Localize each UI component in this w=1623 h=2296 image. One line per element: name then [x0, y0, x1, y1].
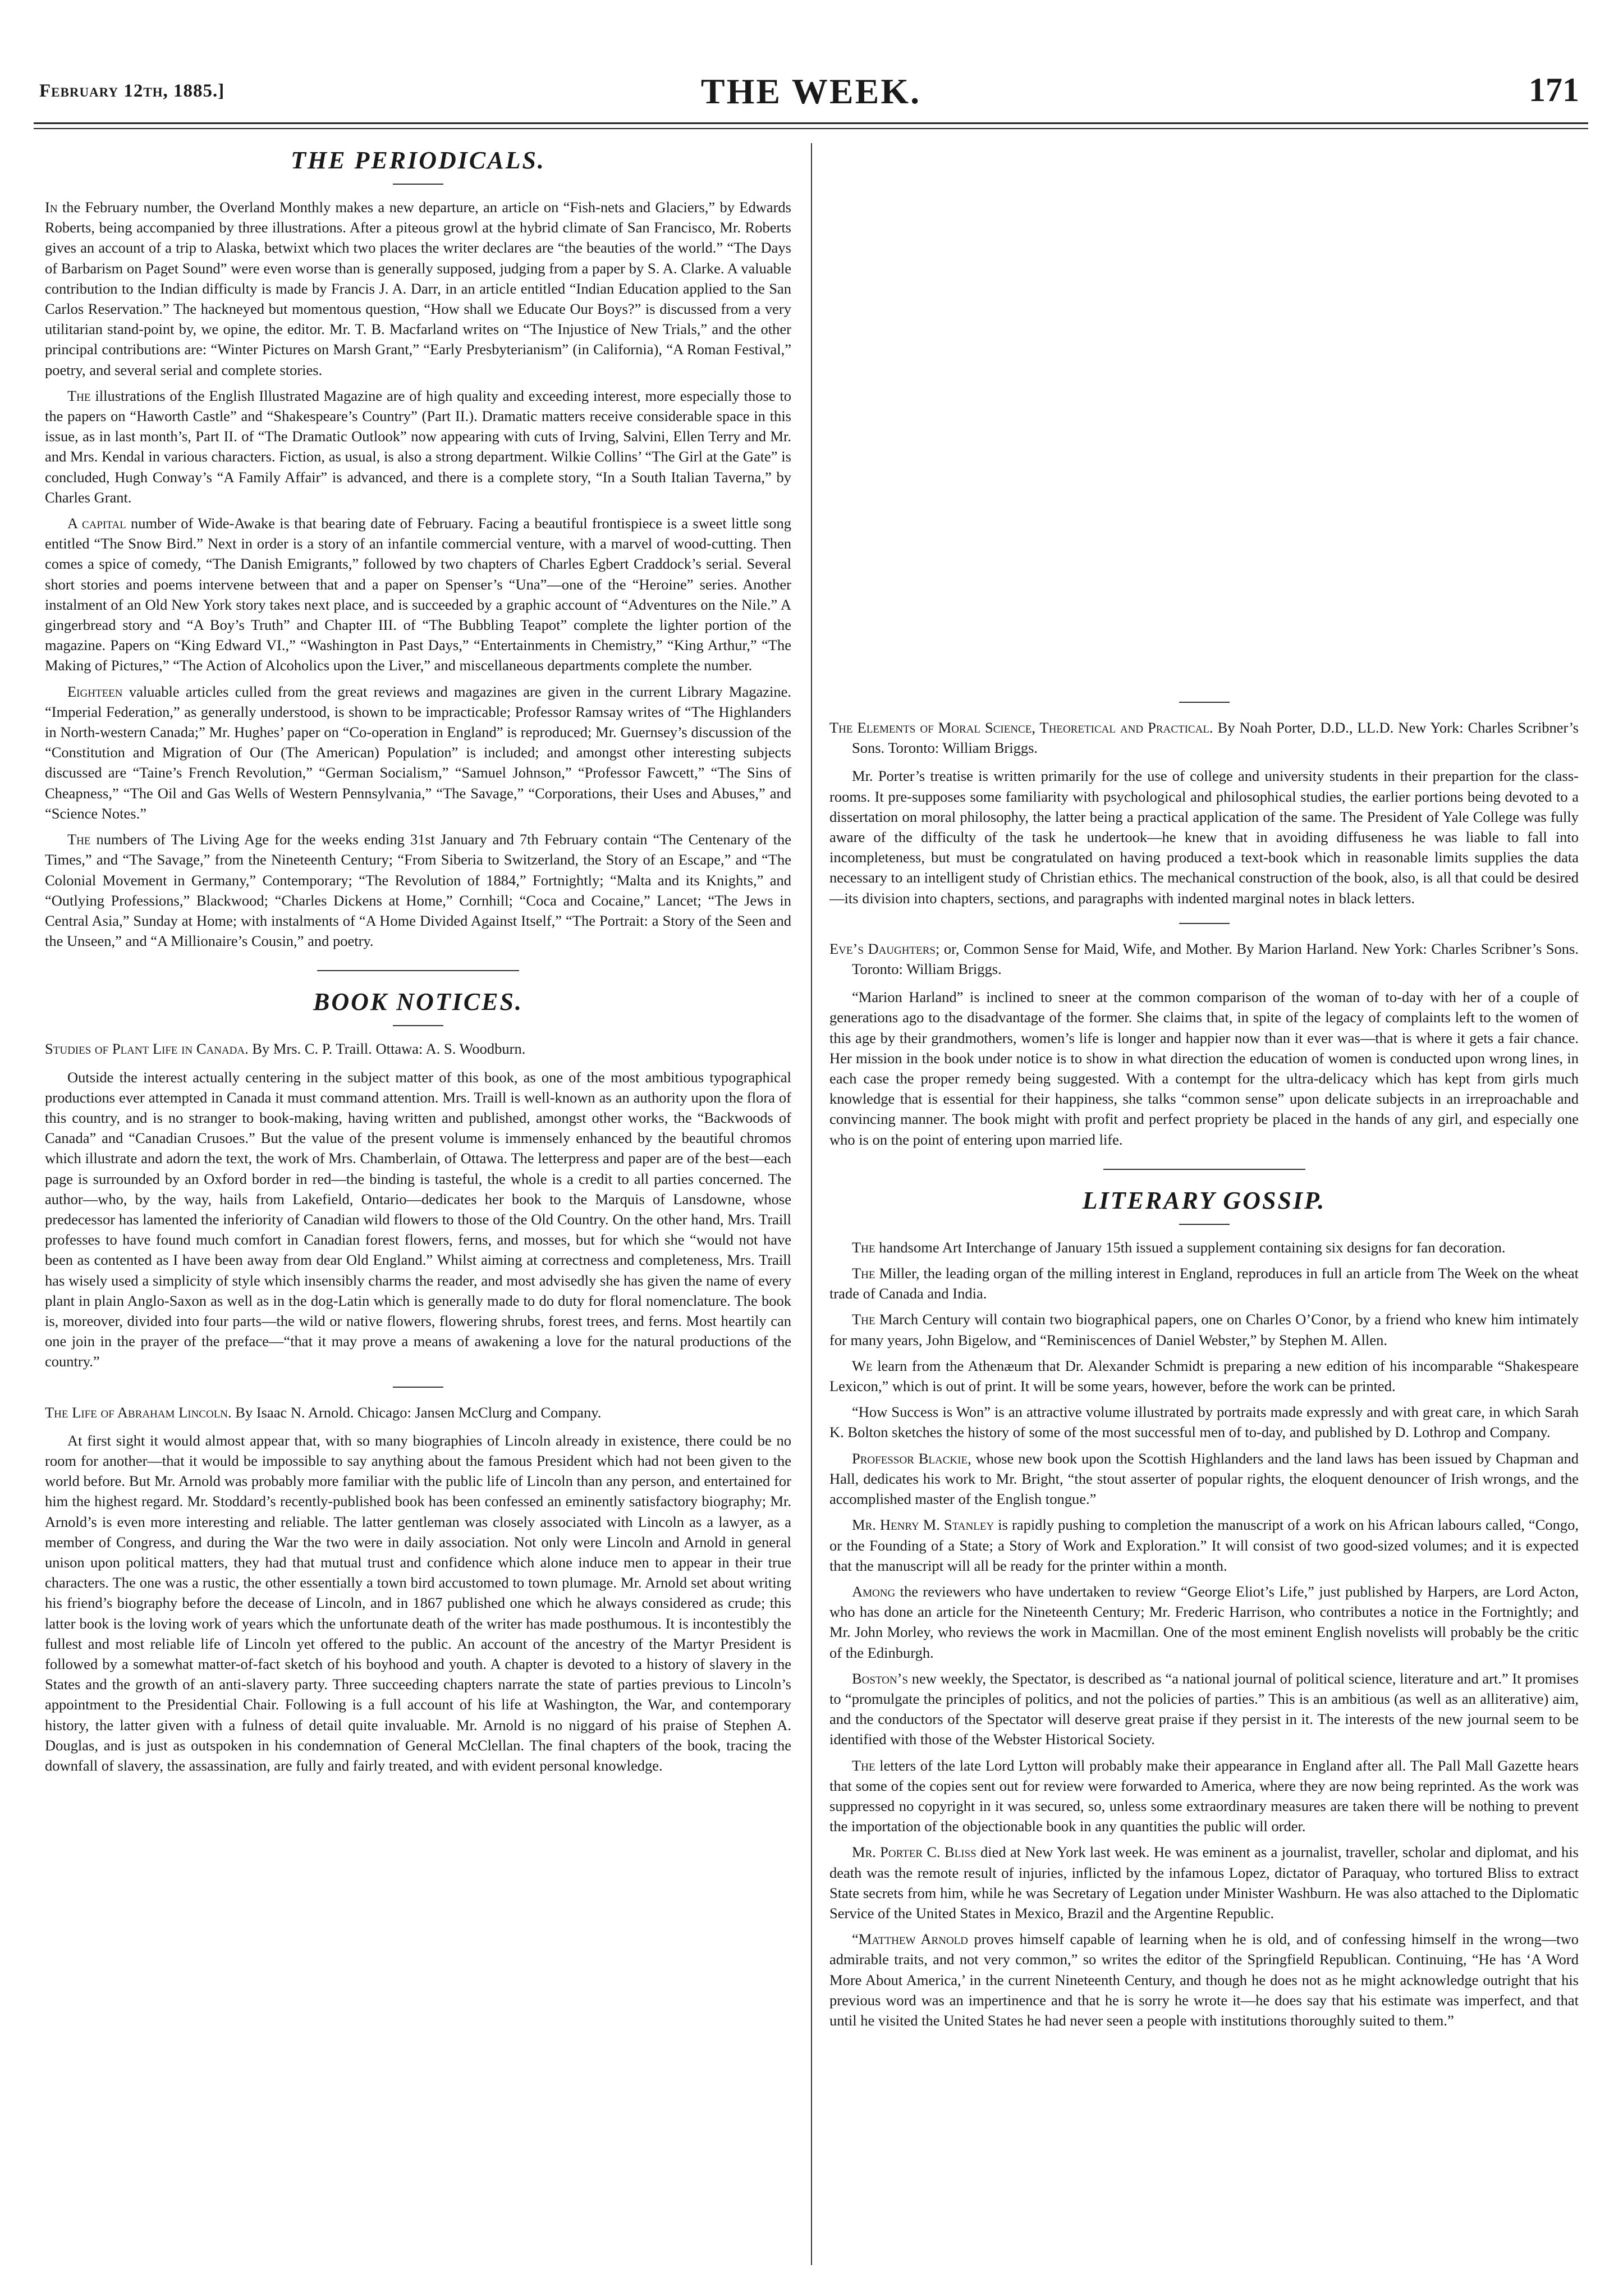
periodical-paragraph: The numbers of The Living Age for the weeks ending 31st January and 7th February contain “The Centenary of the Times,” and “The Savage,” from the Nineteenth Century; “From Siberia to Switzerland, the Story of an Escape,” and “The Colonial Movement in Germany,” Contemporary; “The Revolution of 1884,” Fortnightly; “Malta and its Knights,” and “Outlying Professions,” Blackwood; “Charles Dickens at Home,” Cornhill; “Coca and Cocaine,” Lancet; “The Jews in Central Asia,” Sunday at Home; with instalments of “A Home Divided Against Itself,” “The Portrait: a Story of the Seen and the Unseen,” and “A Millionaire’s Cousin,” and poetry.: [45, 831, 791, 950]
book-notice-body: Mr. Porter’s treatise is written primarily for the use of college and university students in their prepartion for the class-rooms. It pre-supposes some familiarity with psychological and philosophical studies, the earlier portions being devoted to a dissertation on moral philosophy, the latter being a practical application of the same. The President of Yale College was fully aware of the difficulty of the task he undertook—he knew that in avoiding diffuseness he was liable to fall into incompleteness, but must be congratulated on having produced a text-book which in reasonable limits supplies the data necessary to an intelligent study of Christian ethics. The mechanical construction of the book, also, is all that could be desired—its division into chapters, sections, and paragraphs with indented marginal notes in black letters.: [829, 767, 1579, 907]
right-column: [829, 702, 1579, 2036]
gossip-paragraph: The handsome Art Interchange of January 15th issued a supplement containing six designs for fan decoration.: [852, 1238, 1506, 1256]
newspaper-title: THE WEEK.: [700, 71, 921, 111]
periodical-paragraph: In the February number, the Overland Monthly makes a new departure, an article on “Fish-nets and Glaciers,” by Edwards Roberts, being accompanied by three illustrations. After a piteous growl at the hybrid climate of San Francisco, Mr. Roberts gives an account of a trip to Alaska, betwixt which two places the writer declares are “the beauties of the world.” “The Days of Barbarism on Paget Sound” were even worse than is generally supposed, judging from a paper by S. A. Clarke. A valuable contribution to the Indian difficulty is made by Francis J. A. Darr, in an article entitled “Indian Education applied to the San Carlos Reservation.” The hackneyed but momentous question, “How shall we Educate Our Boys?” is discussed from a very utilitarian stand-point by, we opine, the editor. Mr. T. B. Macfarland writes on “The Injustice of New Trials,” and the other principal contributions are: “Winter Pictures on Marsh Grant,” “Early Presbyterianism” (in California), “A Roman Festival,” poetry, and several serial and complete stories.: [45, 199, 791, 378]
masthead-rule: [34, 122, 1588, 124]
literary-gossip-heading: LITERARY GOSSIP.: [1082, 1186, 1326, 1214]
gossip-paragraph: The letters of the late Lord Lytton will probably make their appearance in England after all. The Pall Mall Gazette hears that some of the copies sent out for review were forwarded to America, where they are now being reprinted. As the work was suppressed no copyright in it was secured, so, unless some extraordinary measures are taken there will be nothing to prevent the importation of the objectionable book in any quantities the public will order.: [829, 1757, 1579, 1835]
notice-rule: [1179, 702, 1230, 703]
gossip-paragraph: Mr. Porter C. Bliss died at New York last week. He was eminent as a journalist, traveller, scholar and diplomat, and his death was the remote result of injuries, inflicted by the infamous Lopez, dictator of Paraquay, who tortured Bliss to extract State secrets from him, while he was Secretary of Legation under Minister Washburn. He was also attached to the Diplomatic Service of the United States in Mexico, Brazil and the Argentine Republic.: [829, 1844, 1579, 1922]
gossip-paragraph: Mr. Henry M. Stanley is rapidly pushing to completion the manuscript of a work on his African labours called, “Congo, or the Founding of a State; a Story of Work and Exploration.” It will consist of two good-sized volumes; and it is expected that the manuscript will all be ready for the printer within a month.: [829, 1516, 1579, 1574]
left-column: [45, 143, 791, 1781]
periodical-paragraph: The illustrations of the English Illustrated Magazine are of high quality and exceeding interest, more especially those to the papers on “Haworth Castle” and “Shakespeare’s Country” (Part II.). Dramatic matters receive considerable space in this issue, as in last month’s, Part II. of “The Dramatic Outlook” now appearing with cuts of Irving, Salvini, Ellen Terry and Mr. and Mrs. Kendal in various characters. Fiction, as usual, is also a strong department. Wilkie Collins’ “The Girl at the Gate” is concluded, Hugh Conway’s “A Family Affair” is advanced, and there is a complete story, “In a South Italian Taverna,” by Charles Grant.: [45, 387, 791, 506]
gossip-paragraph: “Matthew Arnold proves himself capable of learning when he is old, and of confessing himself in the wrong—two admirable traits, and not very common,” so writes the editor of the Springfield Republican. Continuing, “He has ‘A Word More About America,’ in the current Nineteenth Century, and though he does not as he might acknowledge outright that his previous word was an impertinence and that he is sorry he wrote it—he does say that his estimate was imperfect, and that until he visited the United States he had never seen a people with institutions thoroughly suited to them.”: [829, 1931, 1579, 2029]
periodical-paragraph: A capital number of Wide-Awake is that bearing date of February. Facing a beautiful frontispiece is a sweet little song entitled “The Snow Bird.” Next in order is a story of an infantile commercial venture, with a marvel of wood-cutting. Then comes a spice of comedy, “The Danish Emigrants,” followed by two chapters of Charles Egbert Craddock’s serial. Several short stories and poems intervene between that and a paper on Spenser’s “Una”—one of the “Heroine” series. Another instalment of an Old New York story takes next place, and is succeeded by a graphic account of “Adventures on the Nile.” A gingerbread story and “A Boy’s Truth” and Chapter III. of “The Bubbling Teapot” complete the lighter portion of the magazine. Papers on “King Edward VI.,” “Washington in Past Days,” “Entertainments in Chemistry,” “King Arthur,” “The Making of Pictures,” “The Action of Alcoholics upon the Liver,” and miscellaneous departments complete the number.: [45, 515, 791, 674]
page-number: 171: [1529, 71, 1579, 108]
book-notice-title: Studies of Plant Life in Canada. By Mrs. C. P. Traill. Ottawa: A. S. Woodburn.: [45, 1040, 526, 1058]
gossip-paragraph: Among the reviewers who have undertaken to review “George Eliot’s Life,” just published by Harpers, are Lord Acton, who has done an article for the Nineteenth Century; Mr. Frederic Harrison, who contributes a notice in the Fortnightly; and Mr. John Morley, who reviews the work in Macmillan. One of the most eminent English novelists will probably be the critic of the Edinburgh.: [829, 1582, 1579, 1661]
book-notice-title: The Elements of Moral Science, Theoretical and Practical. By Noah Porter, D.D., LL.D. New York: Charles Scribner’s Sons. Toronto: William Briggs.: [829, 719, 1579, 757]
book-notices-heading: BOOK NOTICES.: [313, 988, 523, 1016]
notice-rule: [1179, 923, 1230, 924]
book-notice-body: At first sight it would almost appear that, with so many biographies of Lincoln already in existence, there could be no room for another—that it would be impossible to say anything about the famous President which had not been given to the world before. But Mr. Arnold was probably more familiar with the public life of Lincoln than any person, and entertained for him the highest regard. Mr. Stoddard’s recently-published book has been confessed an eminently satisfactory biography; Mr. Arnold’s is even more interesting and reliable. The latter gentleman was closely associated with Lincoln as a lawyer, as a member of Congress, and during the War the two were in daily association. Not only were Lincoln and Arnold in general unison upon political matters, they had that mutual trust and confidence which alone induce men to appear in their true characters. The one was a rustic, the other essentially a town bird accustomed to town plumage. Mr. Arnold set about writing his friend’s biography before the decease of Lincoln, and in 1867 published one which he always considered as crude; this latter book is the loving work of years which the unfortunate death of the writer has made posthumous. It is incontestibly the fullest and most reliable life of Lincoln yet offered to the public. An account of the ancestry of the Martyr President is followed by a somewhat matter-of-fact sketch of his boyhood and youth. A chapter is devoted to a history of slavery in the States and the growth of an anti-slavery party. Three succeeding chapters narrate the state of parties previous to Lincoln’s appointment to the Presidential Chair. Following is a full account of his life at Washington, the War, and contemporary history, the latter given with a fulness of detail quite invaluable. Mr. Arnold is no niggard of his praise of Stephen A. Douglas, and is just as outspoken in his condemnation of General McClellan. The final chapters of the book, tracing the downfall of slavery, the assassination, are fully and fairly treated, and with evident personal knowledge.: [45, 1431, 791, 1774]
issue-date: February 12th, 1885.]: [39, 81, 225, 101]
gossip-paragraph: “How Success is Won” is an attractive volume illustrated by portraits made expressly and with great care, in which Sarah K. Bolton sketches the history of some of the most successful men of to-day, and published by D. Lothrop and Company.: [829, 1403, 1579, 1441]
gossip-paragraph: The Miller, the leading organ of the milling interest in England, reproduces in full an article from The Week on the wheat trade of Canada and India.: [829, 1265, 1579, 1302]
gossip-paragraph: We learn from the Athenæum that Dr. Alexander Schmidt is preparing a new edition of his incomparable “Shakespeare Lexicon,” which is out of print. It will be some years, however, before the work can be printed.: [829, 1357, 1579, 1395]
section-rule: [393, 1025, 443, 1026]
notice-rule: [393, 1387, 443, 1388]
periodical-paragraph: Eighteen valuable articles culled from the great reviews and magazines are given in the current Library Magazine. “Imperial Federation,” as generally understood, is shown to be impracticable; Professor Ramsay writes of “The Highlanders in North-western Canada;” Mr. Hughes’ paper on “Co-operation in England” is reproduced; Mr. Guernsey’s discussion of the “Constitution and Migration of Our (The American) Population” is included; and amongst other interesting subjects discussed are “Taine’s French Revolution,” “German Socialism,” “Samuel Johnson,” “Professor Fawcett,” “The Sins of Cheapness,” “The Oil and Gas Wells of Western Pennsylvania,” “The Savage,” “Corporations, their Uses and Abuses,” and “Science Notes.”: [45, 683, 791, 822]
section-rule: [1103, 1169, 1305, 1170]
section-rule: [1179, 1224, 1230, 1225]
section-rule: [317, 970, 519, 971]
gossip-paragraph: Professor Blackie, whose new book upon the Scottish Highlanders and the land laws has been issued by Chapman and Hall, dedicates his work to Mr. Bright, “the stout asserter of popular rights, the eloquent denouncer of Irish wrongs, and the accomplished master of the English tongue.”: [829, 1449, 1579, 1508]
masthead: [34, 66, 1588, 111]
periodicals-heading: THE PERIODICALS.: [291, 147, 545, 174]
book-notice-body: Outside the interest actually centering in the subject matter of this book, as one of the most ambitious typographical productions ever attempted in Canada it must command attention. Mrs. Traill is well-known as an authority upon the flora of this country, and is no stranger to book-making, having written and published, amongst other works, the “Backwoods of Canada” and “Canadian Crusoes.” But the value of the present volume is immensely enhanced by the beautiful chromos which illustrate and adorn the text, the work of Mrs. Chamberlain, of Ottawa. The letterpress and paper are of the best—each page is surrounded by an Oxford border in red—the binding is tasteful, the whole is a credit to all parties concerned. The author—who, by the way, hails from Lakefield, Ontario—dedicates her book to the Marquis of Lansdowne, whose predecessor has lamented the inferiority of Canadian wild flowers to those of the Old Country. On the other hand, Mrs. Traill professes to have found much comfort in Canadian forest flowers, ferns, and mosses, but for which she “would not have been as contented as I have been away from dear Old England.” Whilst aiming at correctness and completeness, Mrs. Traill has wisely used a simplicity of style which insensibly charms the reader, and most advisedly she has given the name of every plant in plain Anglo-Saxon as well as in the dog-Latin which is generally made to do duty for floral nomenclature. The book is, moreover, divided into four parts—the wild or native flowers, flowering shrubs, forest trees, and ferns. Most heartily can one join in the prayer of the preface—“that it may prove a means of awakening a love for the natural productions of the country.”: [45, 1068, 791, 1370]
book-notice-body: “Marion Harland” is inclined to sneer at the common comparison of the woman of to-day with her of a couple of generations ago to the disadvantage of the former. She claims that, in spite of the legacy of complaints left to the women of this age by their grandmothers, women’s life is longer and happier now than it ever was—that is where it gets a fair chance. Her mission in the book under notice is to show in what direction the education of women is conducted upon wrong lines, in each case the proper remedy being suggested. With a contempt for the ultra-delicacy which has kept from girls much knowledge that is essential for their happiness, she talks “common sense” upon delicate subjects in an irreproachable and convincing manner. The book might with profit and perfect propriety be placed in the hands of any girl, and especially one who is on the point of entering upon married life.: [829, 989, 1579, 1148]
column-divider: [811, 143, 812, 2265]
masthead-rule-thin: [34, 128, 1588, 129]
gossip-paragraph: The March Century will contain two biographical papers, one on Charles O’Conor, by a friend who knew him intimately for many years, John Bigelow, and “Reminiscences of Daniel Webster,” by Stephen M. Allen.: [829, 1311, 1579, 1348]
book-notice-title: Eve’s Daughters; or, Common Sense for Maid, Wife, and Mother. By Marion Harland. New York: Charles Scribner’s Sons. Toronto: William Briggs.: [829, 940, 1579, 978]
book-notice-title: The Life of Abraham Lincoln. By Isaac N. Arnold. Chicago: Jansen McClurg and Company.: [45, 1403, 602, 1421]
gossip-paragraph: Boston’s new weekly, the Spectator, is described as “a national journal of political science, literature and art.” It promises to “promulgate the principles of politics, and not the policies of parties.” This is an ambitious (as well as an alliterative) aim, and the conductors of the Spectator will deserve great praise if they persist in it. The interests of the new journal seem to be identified with those of the Webster Historical Society.: [829, 1670, 1579, 1748]
section-rule: [393, 184, 443, 185]
